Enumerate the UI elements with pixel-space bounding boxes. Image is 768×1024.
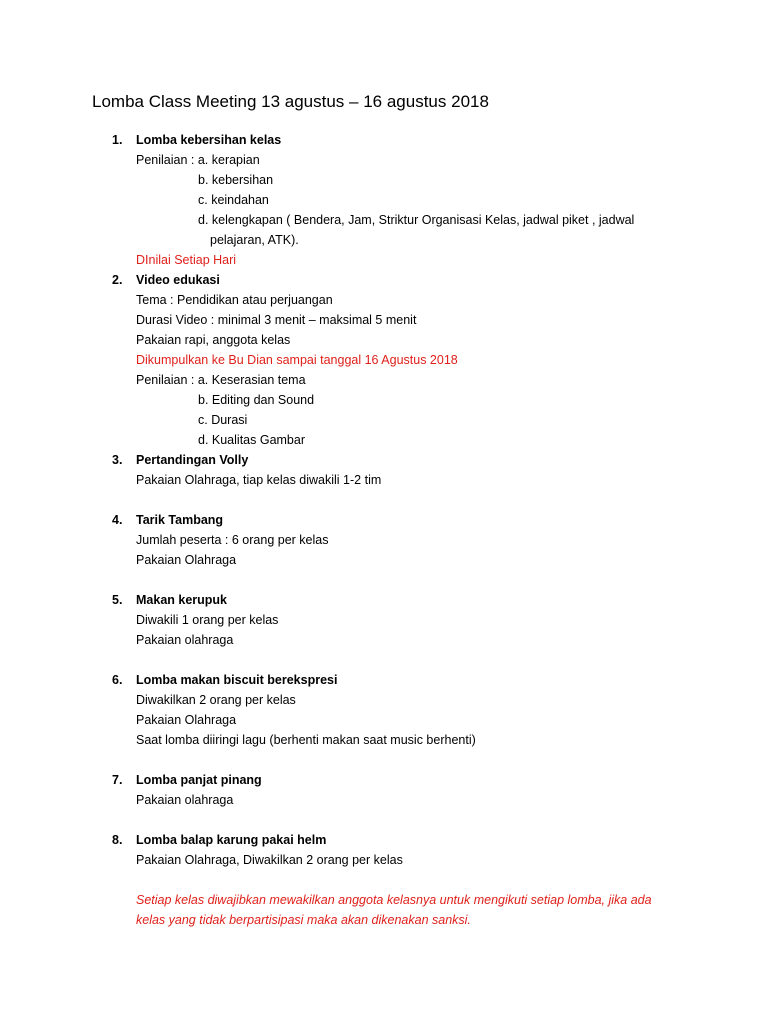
item-4-number: 4. <box>112 513 123 527</box>
item-1-line-3: c. keindahan <box>198 193 269 207</box>
item-6-title: Lomba makan biscuit berekspresi <box>136 673 338 687</box>
item-6-line-3: Saat lomba diiringi lagu (berhenti makan saat music berhenti) <box>136 733 476 747</box>
item-4-title: Tarik Tambang <box>136 513 224 527</box>
item-1-line-2: b. kebersihan <box>198 173 274 187</box>
item-2-note: Dikumpulkan ke Bu Dian sampai tanggal 16 Agustus 2018 <box>136 353 458 367</box>
item-2-title: Video edukasi <box>136 273 220 287</box>
document-title: Lomba Class Meeting 13 agustus – 16 agustus 2018 <box>92 92 489 111</box>
item-1-line-1: Penilaian : a. kerapian <box>136 153 260 167</box>
closing-note-line-1: Setiap kelas diwajibkan mewakilkan anggota kelasnya untuk mengikuti setiap lomba, jika ada <box>136 893 652 907</box>
item-4-line-2: Pakaian Olahraga <box>136 553 237 567</box>
item-6-line-1: Diwakilkan 2 orang per kelas <box>136 693 296 707</box>
item-2-line-5: Penilaian : a. Keserasian tema <box>136 373 306 387</box>
item-1-number: 1. <box>112 133 123 147</box>
item-6-line-2: Pakaian Olahraga <box>136 713 237 727</box>
item-1-line-5: pelajaran, ATK). <box>210 233 299 247</box>
item-7-title: Lomba panjat pinang <box>136 773 262 787</box>
item-3-number: 3. <box>112 453 123 467</box>
closing-note-line-2: kelas yang tidak berpartisipasi maka akan dikenakan sanksi. <box>136 913 471 927</box>
item-2-line-2: Durasi Video : minimal 3 menit – maksimal 5 menit <box>136 313 417 327</box>
item-2-line-8: d. Kualitas Gambar <box>198 433 305 447</box>
item-2-line-6: b. Editing dan Sound <box>198 393 315 407</box>
item-7-line-1: Pakaian olahraga <box>136 793 234 807</box>
item-7-number: 7. <box>112 773 123 787</box>
item-2-line-3: Pakaian rapi, anggota kelas <box>136 333 291 347</box>
item-5-line-2: Pakaian olahraga <box>136 633 234 647</box>
item-6-number: 6. <box>112 673 123 687</box>
item-8-title: Lomba balap karung pakai helm <box>136 833 327 847</box>
item-2-line-7: c. Durasi <box>198 413 248 427</box>
item-2-line-1: Tema : Pendidikan atau perjuangan <box>136 293 333 307</box>
item-8-number: 8. <box>112 833 123 847</box>
item-1-note: DInilai Setiap Hari <box>136 253 237 267</box>
item-5-line-1: Diwakili 1 orang per kelas <box>136 613 279 627</box>
item-8-line-1: Pakaian Olahraga, Diwakilkan 2 orang per kelas <box>136 853 403 867</box>
item-4-line-1: Jumlah peserta : 6 orang per kelas <box>136 533 329 547</box>
item-3-title: Pertandingan Volly <box>136 453 249 467</box>
item-2-number: 2. <box>112 273 123 287</box>
item-1-title: Lomba kebersihan kelas <box>136 133 282 147</box>
item-1-line-4: d. kelengkapan ( Bendera, Jam, Striktur Organisasi Kelas, jadwal piket , jadwal <box>198 213 635 227</box>
item-5-title: Makan kerupuk <box>136 593 228 607</box>
item-5-number: 5. <box>112 593 123 607</box>
item-3-line-1: Pakaian Olahraga, tiap kelas diwakili 1-2 tim <box>136 473 382 487</box>
